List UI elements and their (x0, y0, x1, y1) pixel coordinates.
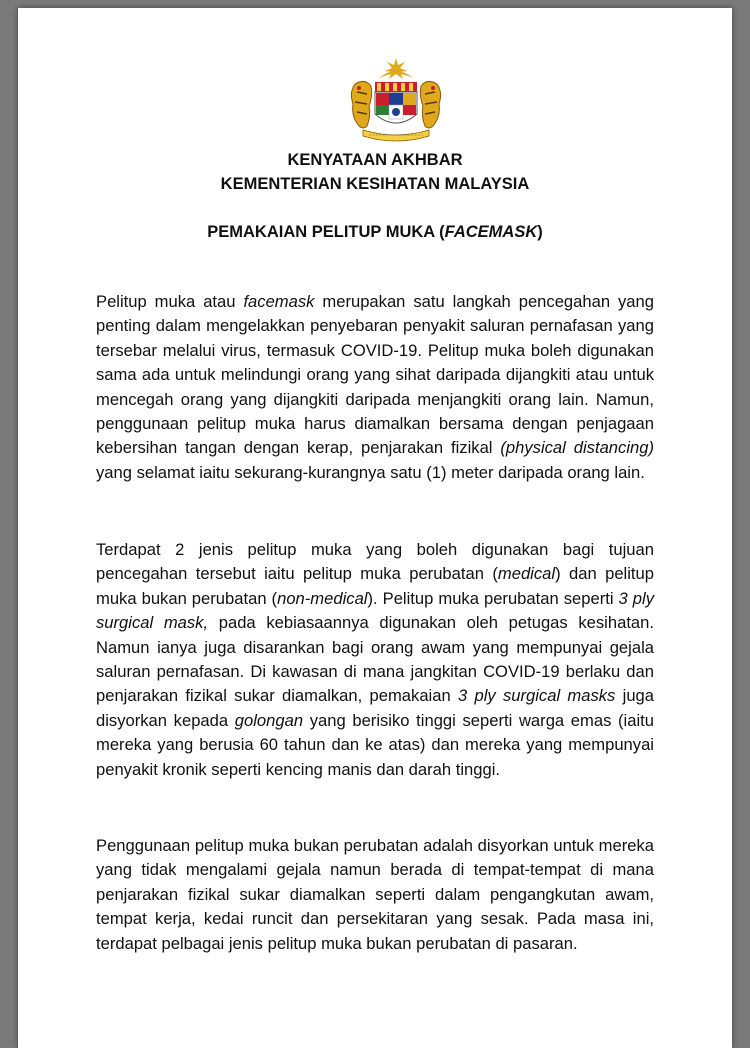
paragraph-2: Terdapat 2 jenis pelitup muka yang boleh digunakan bagi tujuan pencegahan tersebut iaitu pelitup muka perubatan (medical) dan pelitup muka bukan perubatan (non-medical). Pelitup muka perubatan seperti 3 ply surgical mask, pada kebiasaannya digunakan oleh petugas kesihatan. Namun ianya juga disarankan bagi orang awam yang mempunyai gejala saluran pernafasan. Di kawasan di mana jangkitan COVID-19 berlaku dan penjarakan fizikal sukar diamalkan, pemakaian 3 ply surgical masks juga disyorkan kepada golongan yang berisiko tinggi seperti warga emas (iaitu mereka yang berusia 60 tahun dan ke atas) dan mereka yang mempunyai penyakit kronik seperti kencing manis dan darah tinggi. (96, 540, 655, 779)
document-page (18, 8, 732, 1048)
paragraph-1: Pelitup muka atau facemask merupakan satu langkah pencegahan yang penting dalam mengelakkan penyebaran penyakit saluran pernafasan yang tersebar melalui virus, termasuk COVID-19. Pelitup muka boleh digunakan sama ada untuk melindungi orang yang sihat daripada dijangkiti atau untuk mencegah orang yang dijangkiti daripada menjangkiti orang lain. Namun, penggunaan pelitup muka harus diamalkan bersama dengan penjagaan kebersihan tangan dengan kerap, penjarakan fizikal (physical distancing) yang selamat iaitu sekurang-kurangnya satu (1) meter daripada orang lain. (96, 292, 654, 482)
malaysia-coat-of-arms-icon (345, 56, 447, 146)
document-subtitle: PEMAKAIAN PELITUP MUKA (FACEMASK) (207, 223, 543, 241)
paragraph-3: Penggunaan pelitup muka bukan perubatan adalah disyorkan untuk mereka yang tidak mengalami gejala namun berada di tempat-tempat di mana penjarakan fizikal sukar diamalkan seperti dalam pengangkutan awam, tempat kerja, kedai runcit dan persekitaran yang sesak. Pada masa ini, terdapat pelbagai jenis pelitup muka bukan perubatan di pasaran. (96, 836, 654, 953)
press-statement-heading: KENYATAAN AKHBAR (287, 151, 463, 169)
ministry-heading: KEMENTERIAN KESIHATAN MALAYSIA (220, 175, 530, 193)
